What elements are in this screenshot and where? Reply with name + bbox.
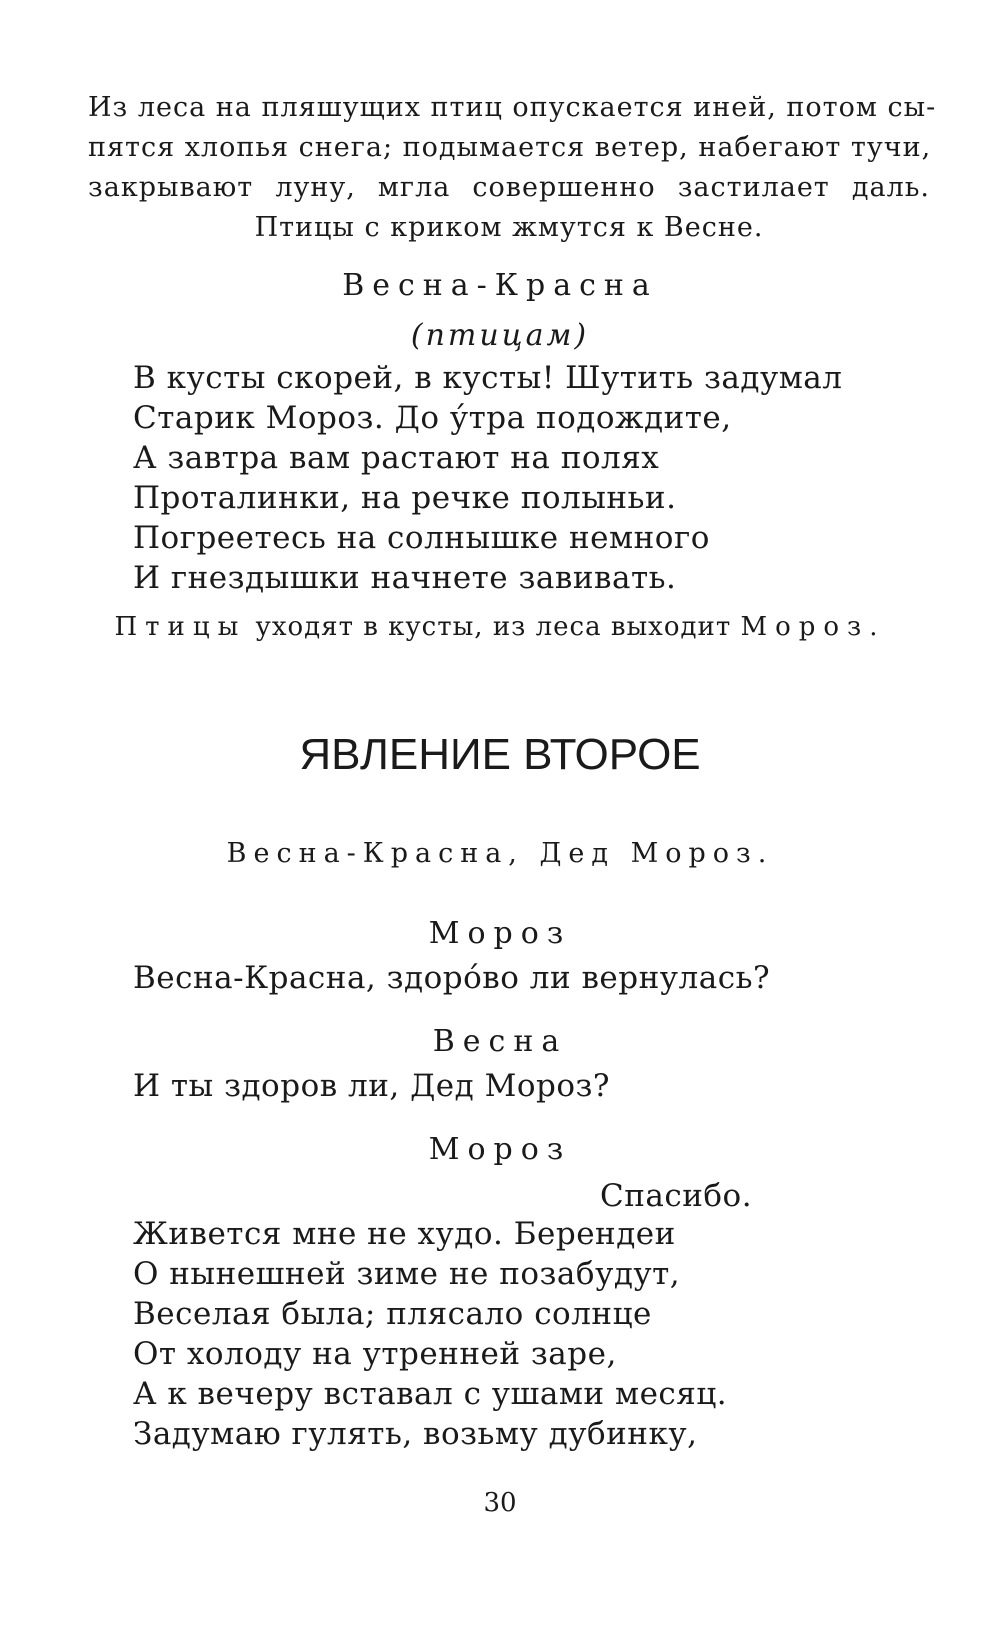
stage-direction-line: Из леса на пляшущих птиц опускается иней, потом сы- [88, 92, 937, 123]
verse-line: В кусты скорей, в кусты! Шутить задумал [133, 360, 843, 396]
verse-line: От холоду на утренней заре, [133, 1336, 617, 1372]
speaker-name: Мороз [428, 1132, 572, 1167]
verse-line: И гнездышки начнете завивать. [133, 560, 677, 596]
verse-line: Проталинки, на речке полыньи. [133, 480, 677, 516]
verse-line: О нынешней зиме не позабудут, [133, 1256, 681, 1292]
verse-line: Спасибо. [600, 1178, 753, 1214]
verse-line: Весна-Красна, здоро́во ли вернулась? [133, 960, 771, 996]
page-number: 30 [483, 1488, 517, 1518]
verse-line: Задумаю гулять, возьму дубинку, [133, 1416, 698, 1452]
stage-direction-line: закрывают луну, мгла совершенно застилает даль. [88, 172, 930, 203]
scene-cast: Весна-Красна, Дед Мороз. [226, 838, 774, 869]
verse-block [133, 1214, 953, 1454]
actor-name: Птицы [114, 612, 247, 642]
verse-line: А к вечеру вставал с ушами месяц. [133, 1376, 728, 1412]
verse-block [133, 358, 953, 598]
verse-line: А завтра вам растают на полях [133, 440, 660, 476]
verse-line: Веселая была; плясало солнце [133, 1296, 652, 1332]
verse-line: И ты здоров ли, Дед Мороз? [133, 1068, 611, 1104]
stage-direction-text: уходят в кусты, из леса выходит [246, 612, 741, 642]
speaker-name: Мороз [428, 916, 572, 951]
scene-heading: ЯВЛЕНИЕ ВТОРОЕ [299, 730, 701, 779]
actor-name: Мороз. [740, 612, 886, 642]
stage-direction-line: Птицы с криком жмутся к Весне. [254, 212, 764, 243]
verse-line: Старик Мороз. До у́тра подождите, [133, 400, 732, 436]
stage-direction-line: пятся хлопья снега; подымается ветер, набегают тучи, [88, 132, 932, 163]
verse-line: Погреетесь на солнышке немного [133, 520, 710, 556]
speaker-name: Весна [432, 1024, 568, 1059]
speaker-name: Весна-Красна [342, 268, 658, 303]
exit-stage-direction [0, 612, 1000, 642]
stage-aside: (птицам) [410, 318, 590, 353]
opening-stage-direction [88, 88, 937, 248]
verse-line: Живется мне не худо. Берендеи [133, 1216, 676, 1252]
